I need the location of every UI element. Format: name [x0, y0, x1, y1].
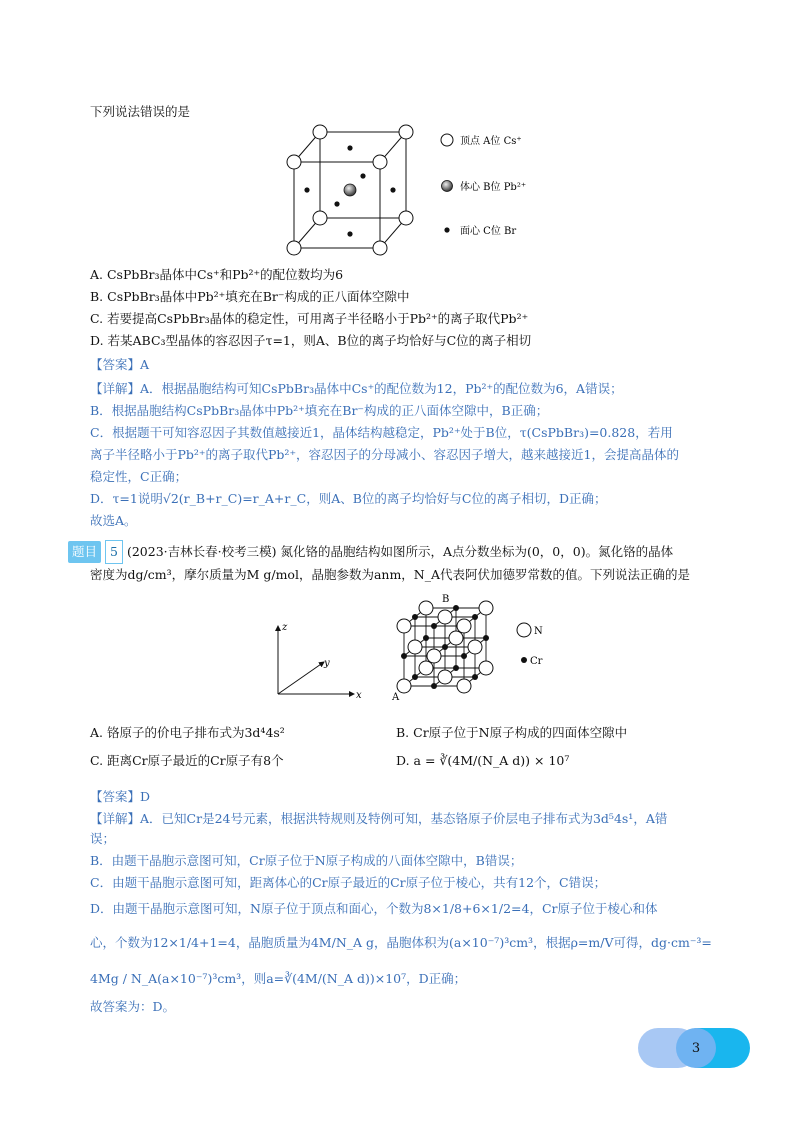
legend-face-icon	[444, 227, 449, 232]
n-atom	[427, 649, 441, 663]
body-center-atom	[344, 184, 356, 196]
n-atom	[397, 679, 411, 693]
point-a-label: A	[392, 692, 400, 703]
q5-number: 5	[105, 540, 123, 564]
n-atom	[438, 610, 452, 624]
q5-detail-line: 误；	[90, 831, 116, 846]
q5-header-line2: 密度为dg/cm³，摩尔质量为M g/mol，晶胞参数为anm，N_A代表阿伏加德罗常数的值。下列说法正确的是	[90, 567, 691, 582]
q5-tag: 题目	[68, 541, 101, 563]
face-center-atom	[347, 145, 352, 150]
point-b-label: B	[442, 594, 450, 605]
n-atom	[479, 601, 493, 615]
n-atom	[468, 640, 482, 654]
face-center-atom	[390, 187, 395, 192]
q5-option-d: D. a = ∛(4M/(N_A d)) × 10⁷	[396, 753, 570, 768]
q5-option-a: A. 铬原子的价电子排布式为3d⁴4s²	[90, 725, 285, 740]
axis-x-label: x	[356, 690, 362, 701]
face-center-atom	[334, 201, 339, 206]
vertex-atom	[287, 241, 301, 255]
n-atom	[408, 640, 422, 654]
q4-option-b: B. CsPbBr₃晶体中Pb²⁺填充在Br⁻构成的正八面体空隙中	[90, 289, 410, 304]
legend-cr-icon	[521, 657, 527, 663]
legend-n-icon	[517, 623, 531, 637]
q4-detail-line: 离子半径略小于Pb²⁺的离子取代Pb²⁺，容忍因子的分母减小、容忍因子增大，越来越接近1，会提高晶体的	[90, 447, 679, 462]
q5-detail-line: C．由题干晶胞示意图可知，距离体心的Cr原子最近的Cr原子位于棱心，共有12个，C错误；	[90, 875, 607, 890]
q5-header	[68, 540, 728, 586]
q4-answer: 【答案】A	[90, 357, 150, 372]
vertex-atom	[313, 125, 327, 139]
vertex-atom	[287, 155, 301, 169]
vertex-atom	[373, 241, 387, 255]
legend-n: N	[534, 626, 543, 637]
cr-atom	[442, 644, 448, 650]
face-center-atom	[360, 173, 365, 178]
cr-atom	[453, 605, 459, 611]
vertex-atom	[373, 155, 387, 169]
n-atom	[419, 661, 433, 675]
n-atom	[449, 631, 463, 645]
q4-stem: 下列说法错误的是	[90, 104, 191, 119]
vertex-atom	[399, 125, 413, 139]
cr-atom	[423, 635, 429, 641]
q5-detail-line: 故答案为：D。	[90, 999, 176, 1014]
legend-body: 体心 B位 Pb²⁺	[460, 182, 527, 193]
q5-detail-line: 【详解】A．已知Cr是24号元素，根据洪特规则及特例可知，基态铬原子价层电子排布式为3d⁵4s¹，A错	[90, 811, 668, 826]
q5-axes-figure	[262, 616, 372, 708]
cr-atom	[431, 623, 437, 629]
face-center-atom	[347, 231, 352, 236]
n-atom	[438, 670, 452, 684]
q5-detail-line: B．由题干晶胞示意图可知，Cr原子位于N原子构成的八面体空隙中，B错误；	[90, 853, 523, 868]
axis-z-label: z	[282, 622, 288, 633]
n-atom	[397, 619, 411, 633]
n-atom	[479, 661, 493, 675]
q5-lattice-figure	[378, 586, 558, 710]
q4-detail-line: 稳定性，C正确；	[90, 469, 188, 484]
q5-detail-line: D．由题干晶胞示意图可知，N原子位于顶点和面心，个数为8×1/8+6×1/2=4，Cr原子位于棱心和体	[90, 901, 658, 916]
cr-atom	[412, 614, 418, 620]
q4-detail-line: D．τ=1说明√2(r_B+r_C)=r_A+r_C，则A、B位的离子均恰好与C位的离子相切，D正确；	[90, 491, 607, 506]
cr-atom	[461, 653, 467, 659]
q5-header-line1: (2023·吉林长春·校考三模) 氮化铬的晶胞结构如图所示，A点分数坐标为(0，0，0)。氮化铬的晶体	[126, 544, 674, 559]
legend-cr: Cr	[530, 656, 543, 667]
q4-detail-line: 【详解】A．根据晶胞结构可知CsPbBr₃晶体中Cs⁺的配位数为12，Pb²⁺的配位数为6，A错误；	[90, 381, 623, 396]
axis-y-label: y	[324, 658, 330, 669]
legend-body-icon	[442, 181, 453, 192]
cr-atom	[472, 674, 478, 680]
cr-atom	[453, 665, 459, 671]
q4-cube-figure	[280, 118, 540, 260]
page-number: 3	[676, 1028, 716, 1068]
q5-option-b: B. Cr原子位于N原子构成的四面体空隙中	[396, 725, 628, 740]
q5-answer: 【答案】D	[90, 789, 151, 804]
face-center-atom	[304, 187, 309, 192]
cr-atom	[401, 653, 407, 659]
legend-vertex: 顶点 A位 Cs⁺	[460, 136, 522, 147]
q5-detail-line: 心，个数为12×1/4+1=4，晶胞质量为4M/N_A g，晶胞体积为(a×10⁻⁷)³cm³，根据ρ=m/V可得，dg·cm⁻³=	[90, 935, 712, 950]
q4-detail-line: C．根据题干可知容忍因子其数值越接近1，晶体结构越稳定，Pb²⁺处于B位，τ(CsPbBr₃)=0.828，若用	[90, 425, 673, 440]
cr-atom	[412, 674, 418, 680]
legend-face: 面心 C位 Br	[460, 226, 517, 237]
cr-atom	[472, 614, 478, 620]
n-atom	[457, 679, 471, 693]
q4-option-a: A. CsPbBr₃晶体中Cs⁺和Pb²⁺的配位数均为6	[90, 267, 344, 282]
n-atom	[457, 619, 471, 633]
q5-option-c: C. 距离Cr原子最近的Cr原子有8个	[90, 753, 284, 768]
n-atom	[419, 601, 433, 615]
cr-atom	[483, 635, 489, 641]
q4-detail-line: B．根据晶胞结构CsPbBr₃晶体中Pb²⁺填充在Br⁻构成的正八面体空隙中，B正确；	[90, 403, 549, 418]
q5-detail-line: 4Mg / N_A(a×10⁻⁷)³cm³，则a=∛(4M/(N_A d))×10⁷，D正确；	[90, 971, 467, 986]
legend-vertex-icon	[441, 134, 453, 146]
q4-detail-line: 故选A。	[90, 513, 137, 528]
cr-atom	[431, 683, 437, 689]
q4-option-c: C. 若要提高CsPbBr₃晶体的稳定性，可用离子半径略小于Pb²⁺的离子取代Pb²⁺	[90, 311, 529, 326]
page-number-badge	[638, 1028, 750, 1068]
vertex-atom	[313, 211, 327, 225]
vertex-atom	[399, 211, 413, 225]
q4-option-d: D. 若某ABC₃型晶体的容忍因子τ=1，则A、B位的离子均恰好与C位的离子相切	[90, 333, 532, 348]
